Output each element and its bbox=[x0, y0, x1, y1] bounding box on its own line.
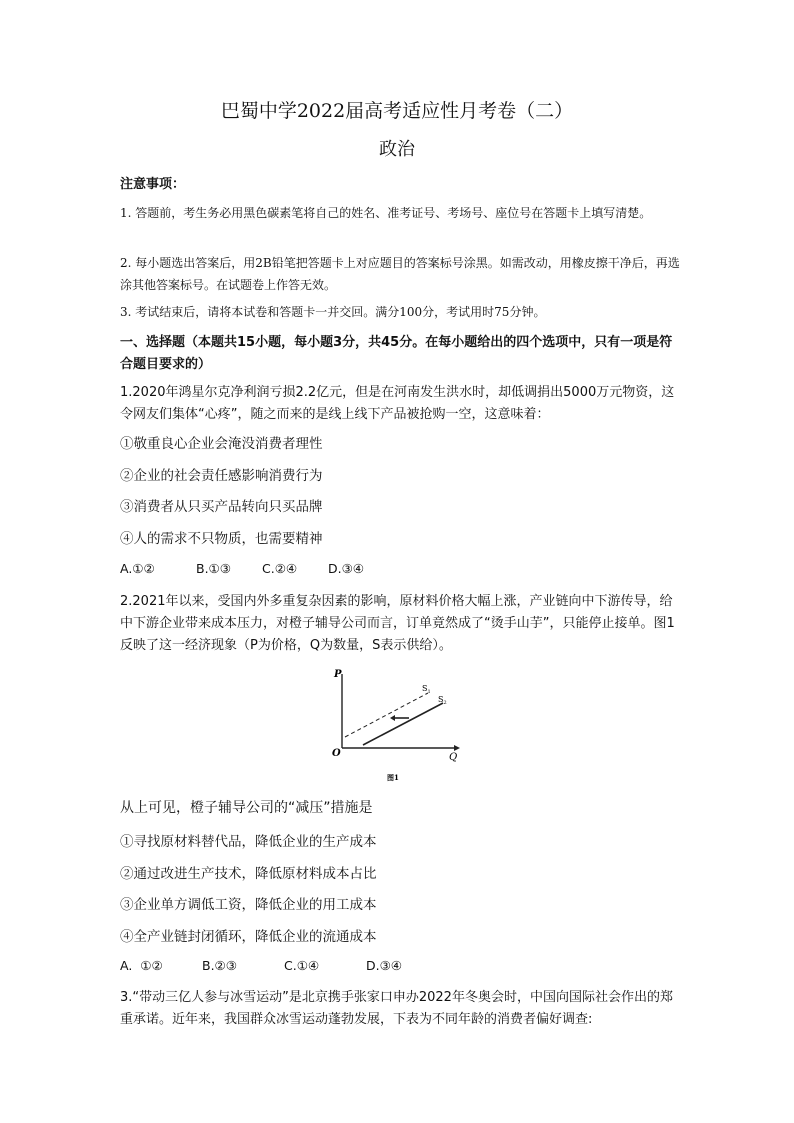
q2-statement-1: ①寻找原材料替代品，降低企业的生产成本 bbox=[120, 834, 377, 850]
notice-heading: 注意事项： bbox=[120, 177, 186, 192]
q2-statement-4: ④全产业链封闭循环，降低企业的流通成本 bbox=[120, 929, 377, 945]
q2-choice-c[interactable]: C.①④ bbox=[284, 958, 320, 973]
q2-stem: 2.2021年以来，受国内外多重复杂因素的影响，原材料价格大幅上涨，产业链向中下游传导，给中下游企业带来成本压力，对橙子辅导公司而言，订单竟然成了“烫手山芋”，只能停止接单。图1反映了这一经济现象（P为价格，Q为数量，S表示供给）。 bbox=[120, 594, 675, 653]
q2-choice-d[interactable]: D.③④ bbox=[366, 958, 403, 973]
q2-choices bbox=[120, 958, 402, 973]
q1-stem: 1.2020年鸿星尔克净利润亏损2.2亿元，但是在河南发生洪水时，却低调捐出5000万元物资，这令网友们集体“心疼”，随之而来的是线上线下产品被抢购一空，这意味着： bbox=[120, 385, 675, 422]
notice-item-3: 3. 考试结束后，请将本试卷和答题卡一并交回。满分100分，考试用时75分钟。 bbox=[120, 305, 546, 319]
q-axis-arrow-icon bbox=[454, 745, 460, 751]
supply-curve-s2 bbox=[363, 703, 443, 745]
q1-statement-1: ①敬重良心企业会淹没消费者理性 bbox=[120, 436, 323, 452]
shift-arrow-icon bbox=[390, 715, 395, 721]
section-heading: 一、选择题（本题共15小题，每小题3分，共45分。在每小题给出的四个选项中，只有一项是符合题目要求的） bbox=[120, 335, 673, 372]
q1-choice-a[interactable]: A.①② bbox=[120, 561, 155, 576]
p-axis-label: P bbox=[334, 669, 342, 680]
notice-item-2: 2. 每小题选出答案后，用2B铅笔把答题卡上对应题目的答案标号涂黑。如需改动，用橡皮擦干净后，再选涂其他答案标号。在试题卷上作答无效。 bbox=[120, 256, 680, 292]
s2-label: $S_2$ bbox=[438, 695, 447, 706]
subject-title: 政治 bbox=[379, 139, 415, 160]
origin-label: O bbox=[332, 748, 341, 759]
q1-choices bbox=[120, 561, 364, 576]
q2-choice-a[interactable]: A. ①② bbox=[120, 958, 163, 973]
q2-statement-2: ②通过改进生产技术，降低原材料成本占比 bbox=[120, 866, 377, 882]
supply-curve-s1 bbox=[345, 693, 428, 737]
q2-lead: 从上可见，橙子辅导公司的“减压”措施是 bbox=[120, 800, 373, 816]
q1-choice-c[interactable]: C.②④ bbox=[262, 561, 298, 576]
q1-statement-4: ④人的需求不只物质，也需要精神 bbox=[120, 531, 323, 547]
s1-label: $S_1$ bbox=[422, 684, 431, 695]
q1-choice-d[interactable]: D.③④ bbox=[328, 561, 365, 576]
q1-statement-3: ③消费者从只买产品转向只买品牌 bbox=[120, 499, 323, 515]
q-axis-label: Q bbox=[449, 752, 458, 763]
q1-statement-2: ②企业的社会责任感影响消费行为 bbox=[120, 468, 323, 484]
q3-stem: 3.“带动三亿人参与冰雪运动”是北京携手张家口申办2022年冬奥会时，中国向国际社会作出的郑重承诺。近年来，我国群众冰雪运动蓬勃发展，下表为不同年龄的消费者偏好调查: bbox=[120, 990, 673, 1027]
q2-choice-b[interactable]: B.②③ bbox=[202, 958, 237, 973]
q1-choice-b[interactable]: B.①③ bbox=[196, 561, 231, 576]
q2-statement-3: ③企业单方调低工资，降低企业的用工成本 bbox=[120, 897, 377, 913]
notice-item-1: 1. 答题前，考生务必用黑色碳素笔将自己的姓名、准考证号、考场号、座位号在答题卡上填写清楚。 bbox=[120, 206, 652, 220]
exam-title: 巴蜀中学2022届高考适应性月考卷（二） bbox=[220, 100, 574, 122]
supply-shift-figure bbox=[320, 660, 470, 785]
figure-caption: 图1 bbox=[387, 773, 399, 782]
